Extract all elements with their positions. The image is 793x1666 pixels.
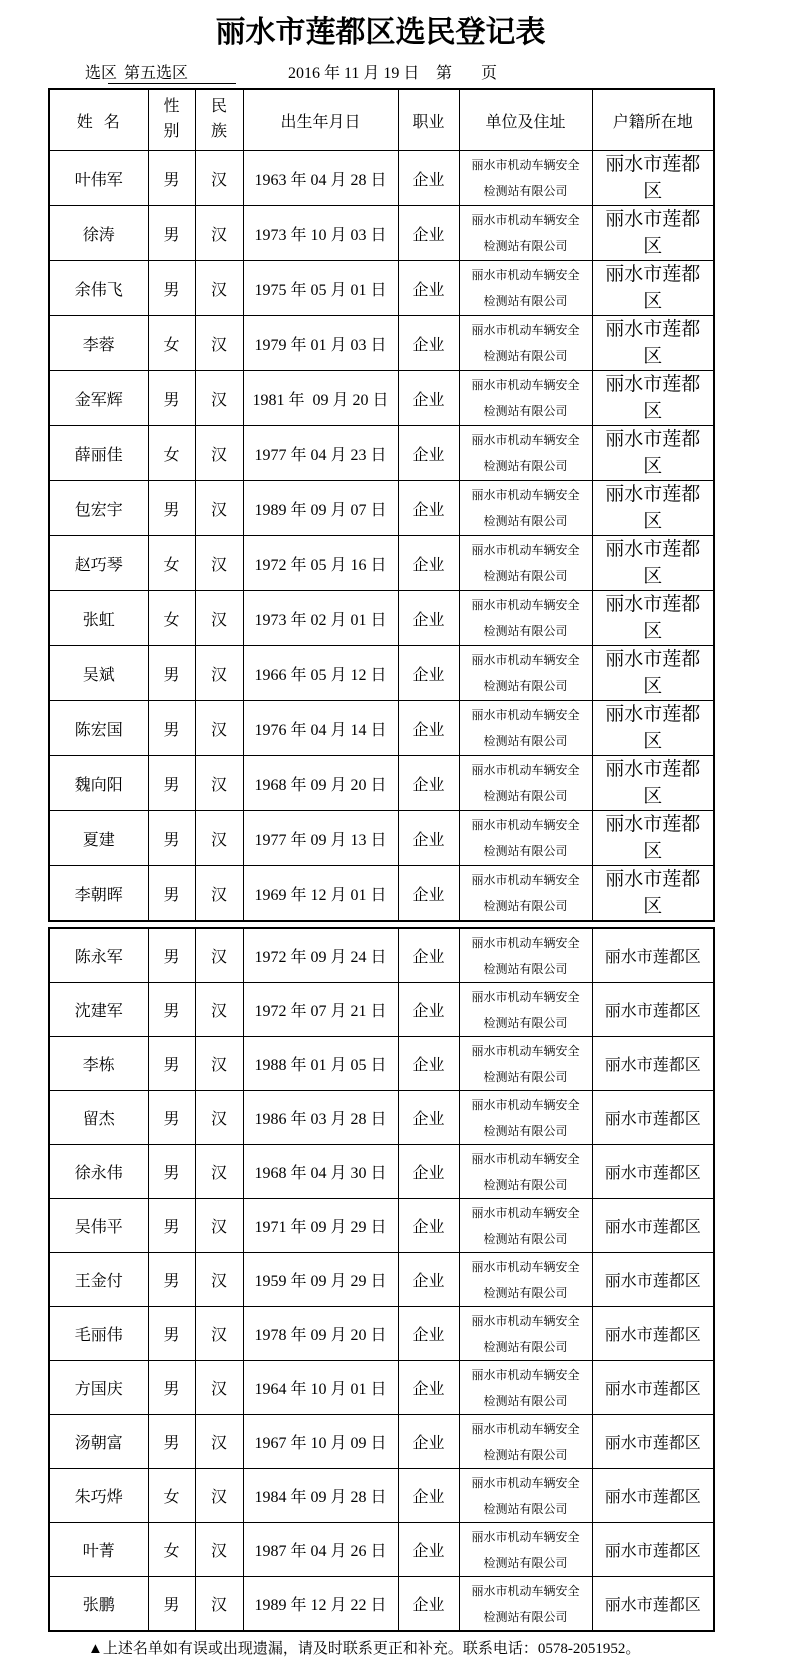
cell-ethnicity: 汉 [195, 1415, 243, 1469]
cell-name: 赵巧琴 [49, 536, 148, 591]
cell-occupation: 企业 [398, 591, 459, 646]
cell-workunit [459, 591, 592, 646]
residence-text: 丽水市莲都区 [605, 484, 701, 532]
cell-ethnicity: 汉 [195, 1253, 243, 1307]
cell-workunit [459, 646, 592, 701]
table-row [49, 1361, 714, 1415]
cell-workunit [459, 481, 592, 536]
cell-birthdate: 1988 年 01 月 05 日 [243, 1037, 398, 1091]
cell-ethnicity: 汉 [195, 1037, 243, 1091]
residence-text: 丽水市莲都区 [604, 1057, 701, 1074]
cell-workunit [459, 371, 592, 426]
cell-birthdate: 1964 年 10 月 01 日 [243, 1361, 398, 1415]
page-number-prefix: 第 [436, 65, 453, 82]
cell-residence [592, 206, 714, 261]
cell-name: 张鹏 [49, 1577, 148, 1632]
table-row [49, 591, 714, 646]
workunit-text: 丽水市机动车辆安全检测站有限公司 [471, 213, 580, 253]
workunit-text: 丽水市机动车辆安全检测站有限公司 [471, 488, 580, 528]
cell-gender: 男 [148, 1199, 195, 1253]
residence-text: 丽水市莲都区 [605, 814, 701, 862]
cell-gender: 男 [148, 701, 195, 756]
page-number-suffix: 页 [481, 65, 498, 82]
cell-name: 方国庆 [49, 1361, 148, 1415]
workunit-text: 丽水市机动车辆安全检测站有限公司 [471, 1583, 580, 1624]
workunit-text: 丽水市机动车辆安全检测站有限公司 [471, 598, 580, 638]
workunit-text: 丽水市机动车辆安全检测站有限公司 [471, 1421, 580, 1462]
cell-residence [592, 536, 714, 591]
cell-name: 夏建 [49, 811, 148, 866]
cell-gender: 男 [148, 1145, 195, 1199]
cell-workunit [459, 866, 592, 922]
cell-ethnicity: 汉 [195, 1577, 243, 1632]
cell-name: 金军辉 [49, 371, 148, 426]
cell-gender: 男 [148, 1415, 195, 1469]
cell-birthdate: 1978 年 09 月 20 日 [243, 1307, 398, 1361]
cell-ethnicity: 汉 [195, 261, 243, 316]
workunit-text: 丽水市机动车辆安全检测站有限公司 [471, 1367, 580, 1408]
cell-occupation: 企业 [398, 928, 459, 983]
workunit-text: 丽水市机动车辆安全检测站有限公司 [471, 158, 580, 198]
table-row [49, 1307, 714, 1361]
cell-gender: 女 [148, 426, 195, 481]
header-ethnicity-text: 民族 [210, 98, 227, 140]
cell-workunit [459, 1469, 592, 1523]
cell-gender: 男 [148, 646, 195, 701]
cell-workunit [459, 928, 592, 983]
cell-residence [592, 316, 714, 371]
cell-residence [592, 591, 714, 646]
table-row [49, 1577, 714, 1632]
table-row [49, 1091, 714, 1145]
cell-ethnicity: 汉 [195, 1361, 243, 1415]
cell-gender: 男 [148, 1577, 195, 1632]
cell-name: 王金付 [49, 1253, 148, 1307]
residence-text: 丽水市莲都区 [605, 319, 701, 367]
workunit-text: 丽水市机动车辆安全检测站有限公司 [471, 1205, 580, 1246]
workunit-text: 丽水市机动车辆安全检测站有限公司 [471, 543, 580, 583]
residence-text: 丽水市莲都区 [604, 1219, 701, 1236]
header-ethnicity [195, 89, 243, 151]
table-row [49, 701, 714, 756]
document-date: 2016 年 11 月 19 日 [288, 65, 420, 82]
cell-ethnicity: 汉 [195, 481, 243, 536]
cell-ethnicity: 汉 [195, 646, 243, 701]
table-row [49, 1199, 714, 1253]
table-row [49, 1415, 714, 1469]
cell-workunit [459, 1415, 592, 1469]
page-title: 丽水市莲都区选民登记表 [215, 16, 546, 49]
residence-text: 丽水市莲都区 [604, 1543, 701, 1560]
cell-birthdate: 1959 年 09 月 29 日 [243, 1253, 398, 1307]
cell-residence [592, 866, 714, 922]
table-row [49, 481, 714, 536]
cell-occupation: 企业 [398, 261, 459, 316]
cell-birthdate: 1972 年 07 月 21 日 [243, 983, 398, 1037]
cell-residence [592, 481, 714, 536]
cell-name: 余伟飞 [49, 261, 148, 316]
cell-occupation: 企业 [398, 983, 459, 1037]
table-row [49, 151, 714, 206]
residence-text: 丽水市莲都区 [604, 1273, 701, 1290]
district-label: 选区 [85, 65, 118, 82]
cell-ethnicity: 汉 [195, 866, 243, 922]
header-workunit: 单位及住址 [459, 89, 592, 151]
workunit-text: 丽水市机动车辆安全检测站有限公司 [471, 433, 580, 473]
cell-birthdate: 1968 年 09 月 20 日 [243, 756, 398, 811]
cell-workunit [459, 1253, 592, 1307]
cell-residence [592, 371, 714, 426]
workunit-text: 丽水市机动车辆安全检测站有限公司 [471, 1151, 580, 1192]
cell-workunit [459, 316, 592, 371]
residence-text: 丽水市莲都区 [604, 1435, 701, 1452]
table-row [49, 1145, 714, 1199]
cell-ethnicity: 汉 [195, 701, 243, 756]
residence-text: 丽水市莲都区 [604, 1327, 701, 1344]
cell-gender: 男 [148, 1091, 195, 1145]
cell-occupation: 企业 [398, 1307, 459, 1361]
cell-ethnicity: 汉 [195, 1523, 243, 1577]
table-row [49, 536, 714, 591]
cell-name: 陈永军 [49, 928, 148, 983]
cell-name: 徐永伟 [49, 1145, 148, 1199]
cell-ethnicity: 汉 [195, 536, 243, 591]
header-birthdate: 出生年月日 [243, 89, 398, 151]
cell-occupation: 企业 [398, 151, 459, 206]
cell-birthdate: 1979 年 01 月 03 日 [243, 316, 398, 371]
cell-ethnicity: 汉 [195, 591, 243, 646]
cell-name: 留杰 [49, 1091, 148, 1145]
cell-workunit [459, 983, 592, 1037]
cell-birthdate: 1972 年 05 月 16 日 [243, 536, 398, 591]
cell-occupation: 企业 [398, 646, 459, 701]
cell-ethnicity: 汉 [195, 371, 243, 426]
cell-ethnicity: 汉 [195, 151, 243, 206]
cell-residence [592, 151, 714, 206]
cell-gender: 男 [148, 1361, 195, 1415]
table-row [49, 1253, 714, 1307]
cell-birthdate: 1967 年 10 月 09 日 [243, 1415, 398, 1469]
cell-residence [592, 261, 714, 316]
table-row [49, 983, 714, 1037]
cell-occupation: 企业 [398, 866, 459, 922]
voter-registration-document [0, 14, 793, 1659]
workunit-text: 丽水市机动车辆安全检测站有限公司 [471, 989, 580, 1030]
workunit-text: 丽水市机动车辆安全检测站有限公司 [471, 1043, 580, 1084]
cell-occupation: 企业 [398, 481, 459, 536]
cell-gender: 男 [148, 151, 195, 206]
cell-occupation: 企业 [398, 1415, 459, 1469]
cell-gender: 男 [148, 811, 195, 866]
cell-occupation: 企业 [398, 701, 459, 756]
cell-occupation: 企业 [398, 1469, 459, 1523]
cell-ethnicity: 汉 [195, 1091, 243, 1145]
cell-residence [592, 1361, 714, 1415]
residence-text: 丽水市莲都区 [605, 704, 701, 752]
table-row [49, 928, 714, 983]
cell-name: 薛丽佳 [49, 426, 148, 481]
cell-gender: 女 [148, 1469, 195, 1523]
voter-table-section-1 [48, 88, 715, 922]
cell-residence [592, 1253, 714, 1307]
cell-birthdate: 1973 年 02 月 01 日 [243, 591, 398, 646]
residence-text: 丽水市莲都区 [605, 594, 701, 642]
cell-ethnicity: 汉 [195, 1307, 243, 1361]
table-row [49, 206, 714, 261]
table-body-section-2 [49, 928, 714, 1631]
cell-workunit [459, 1145, 592, 1199]
workunit-text: 丽水市机动车辆安全检测站有限公司 [471, 653, 580, 693]
workunit-text: 丽水市机动车辆安全检测站有限公司 [471, 763, 580, 803]
cell-residence [592, 1199, 714, 1253]
cell-gender: 男 [148, 866, 195, 922]
cell-gender: 男 [148, 1307, 195, 1361]
table-row [49, 426, 714, 481]
cell-occupation: 企业 [398, 1199, 459, 1253]
cell-occupation: 企业 [398, 426, 459, 481]
table-row [49, 1523, 714, 1577]
cell-gender: 男 [148, 261, 195, 316]
residence-text: 丽水市莲都区 [604, 1165, 701, 1182]
cell-name: 包宏宇 [49, 481, 148, 536]
cell-residence [592, 1037, 714, 1091]
residence-text: 丽水市莲都区 [605, 209, 701, 257]
cell-workunit [459, 1523, 592, 1577]
cell-name: 毛丽伟 [49, 1307, 148, 1361]
table-row [49, 646, 714, 701]
workunit-text: 丽水市机动车辆安全检测站有限公司 [471, 708, 580, 748]
cell-residence [592, 1469, 714, 1523]
cell-birthdate: 1973 年 10 月 03 日 [243, 206, 398, 261]
table-row [49, 371, 714, 426]
cell-birthdate: 1987 年 04 月 26 日 [243, 1523, 398, 1577]
residence-text: 丽水市莲都区 [604, 949, 701, 966]
cell-occupation: 企业 [398, 536, 459, 591]
cell-birthdate: 1977 年 09 月 13 日 [243, 811, 398, 866]
cell-residence [592, 811, 714, 866]
cell-birthdate: 1977 年 04 月 23 日 [243, 426, 398, 481]
workunit-text: 丽水市机动车辆安全检测站有限公司 [471, 1529, 580, 1570]
cell-ethnicity: 汉 [195, 983, 243, 1037]
cell-residence [592, 1523, 714, 1577]
cell-occupation: 企业 [398, 371, 459, 426]
cell-name: 李栋 [49, 1037, 148, 1091]
cell-name: 张虹 [49, 591, 148, 646]
residence-text: 丽水市莲都区 [605, 759, 701, 807]
cell-name: 魏向阳 [49, 756, 148, 811]
cell-workunit [459, 1577, 592, 1632]
cell-ethnicity: 汉 [195, 1145, 243, 1199]
header-residence: 户籍所在地 [592, 89, 714, 151]
cell-ethnicity: 汉 [195, 426, 243, 481]
cell-gender: 男 [148, 206, 195, 261]
district-value-field: 第五选区 [108, 60, 236, 84]
cell-occupation: 企业 [398, 316, 459, 371]
cell-ethnicity: 汉 [195, 1199, 243, 1253]
table-row [49, 261, 714, 316]
residence-text: 丽水市莲都区 [604, 1489, 701, 1506]
table-row [49, 866, 714, 922]
residence-text: 丽水市莲都区 [605, 539, 701, 587]
cell-gender: 男 [148, 1253, 195, 1307]
cell-name: 叶伟军 [49, 151, 148, 206]
cell-residence [592, 1145, 714, 1199]
cell-residence [592, 701, 714, 756]
residence-text: 丽水市莲都区 [605, 869, 701, 917]
cell-occupation: 企业 [398, 1091, 459, 1145]
cell-gender: 男 [148, 756, 195, 811]
cell-workunit [459, 206, 592, 261]
residence-text: 丽水市莲都区 [604, 1111, 701, 1128]
residence-text: 丽水市莲都区 [604, 1381, 701, 1398]
cell-residence [592, 1577, 714, 1632]
header-gender [148, 89, 195, 151]
cell-occupation: 企业 [398, 811, 459, 866]
cell-residence [592, 1091, 714, 1145]
cell-birthdate: 1963 年 04 月 28 日 [243, 151, 398, 206]
cell-workunit [459, 151, 592, 206]
header-row [49, 89, 714, 151]
cell-ethnicity: 汉 [195, 756, 243, 811]
workunit-text: 丽水市机动车辆安全检测站有限公司 [471, 1259, 580, 1300]
workunit-text: 丽水市机动车辆安全检测站有限公司 [471, 1475, 580, 1516]
cell-ethnicity: 汉 [195, 928, 243, 983]
residence-text: 丽水市莲都区 [605, 374, 701, 422]
cell-residence [592, 1415, 714, 1469]
cell-name: 吴伟平 [49, 1199, 148, 1253]
cell-ethnicity: 汉 [195, 811, 243, 866]
cell-workunit [459, 811, 592, 866]
cell-occupation: 企业 [398, 1577, 459, 1632]
workunit-text: 丽水市机动车辆安全检测站有限公司 [471, 873, 580, 913]
table-row [49, 1037, 714, 1091]
cell-birthdate: 1989 年 09 月 07 日 [243, 481, 398, 536]
residence-text: 丽水市莲都区 [605, 649, 701, 697]
cell-residence [592, 426, 714, 481]
residence-text: 丽水市莲都区 [604, 1597, 701, 1614]
cell-birthdate: 1975 年 05 月 01 日 [243, 261, 398, 316]
residence-text: 丽水市莲都区 [605, 429, 701, 477]
cell-residence [592, 928, 714, 983]
table-row [49, 316, 714, 371]
workunit-text: 丽水市机动车辆安全检测站有限公司 [471, 1313, 580, 1354]
cell-occupation: 企业 [398, 1523, 459, 1577]
workunit-text: 丽水市机动车辆安全检测站有限公司 [471, 268, 580, 308]
cell-occupation: 企业 [398, 1037, 459, 1091]
cell-occupation: 企业 [398, 756, 459, 811]
cell-occupation: 企业 [398, 1361, 459, 1415]
cell-residence [592, 756, 714, 811]
voter-table-section-2 [48, 927, 715, 1632]
document-meta-line [0, 58, 793, 84]
cell-workunit [459, 426, 592, 481]
cell-occupation: 企业 [398, 206, 459, 261]
cell-name: 朱巧烨 [49, 1469, 148, 1523]
cell-name: 陈宏国 [49, 701, 148, 756]
cell-residence [592, 983, 714, 1037]
cell-birthdate: 1971 年 09 月 29 日 [243, 1199, 398, 1253]
cell-workunit [459, 701, 592, 756]
cell-name: 徐涛 [49, 206, 148, 261]
cell-name: 李蓉 [49, 316, 148, 371]
cell-birthdate: 1986 年 03 月 28 日 [243, 1091, 398, 1145]
cell-name: 李朝晖 [49, 866, 148, 922]
cell-occupation: 企业 [398, 1253, 459, 1307]
residence-text: 丽水市莲都区 [605, 264, 701, 312]
cell-workunit [459, 1199, 592, 1253]
table-row [49, 1469, 714, 1523]
cell-gender: 女 [148, 1523, 195, 1577]
cell-workunit [459, 1037, 592, 1091]
header-occupation: 职业 [398, 89, 459, 151]
residence-text: 丽水市莲都区 [605, 154, 701, 202]
table-row [49, 756, 714, 811]
cell-occupation: 企业 [398, 1145, 459, 1199]
cell-workunit [459, 536, 592, 591]
cell-gender: 男 [148, 1037, 195, 1091]
cell-gender: 女 [148, 316, 195, 371]
table-body-section-1 [49, 151, 714, 922]
cell-workunit [459, 756, 592, 811]
cell-workunit [459, 1091, 592, 1145]
cell-birthdate: 1969 年 12 月 01 日 [243, 866, 398, 922]
cell-gender: 男 [148, 371, 195, 426]
correction-contact-note: ▲上述名单如有误或出现遗漏，请及时联系更正和补充。联系电话：0578-2051952。 [88, 1641, 641, 1657]
cell-name: 沈建军 [49, 983, 148, 1037]
cell-residence [592, 1307, 714, 1361]
cell-ethnicity: 汉 [195, 206, 243, 261]
cell-workunit [459, 1361, 592, 1415]
workunit-text: 丽水市机动车辆安全检测站有限公司 [471, 818, 580, 858]
cell-ethnicity: 汉 [195, 316, 243, 371]
workunit-text: 丽水市机动车辆安全检测站有限公司 [471, 935, 580, 976]
cell-workunit [459, 261, 592, 316]
header-gender-text: 性别 [163, 98, 180, 140]
cell-ethnicity: 汉 [195, 1469, 243, 1523]
cell-gender: 女 [148, 591, 195, 646]
cell-birthdate: 1989 年 12 月 22 日 [243, 1577, 398, 1632]
cell-workunit [459, 1307, 592, 1361]
cell-name: 汤朝富 [49, 1415, 148, 1469]
cell-gender: 男 [148, 983, 195, 1037]
residence-text: 丽水市莲都区 [604, 1003, 701, 1020]
cell-name: 吴斌 [49, 646, 148, 701]
workunit-text: 丽水市机动车辆安全检测站有限公司 [471, 323, 580, 363]
cell-birthdate: 1972 年 09 月 24 日 [243, 928, 398, 983]
workunit-text: 丽水市机动车辆安全检测站有限公司 [471, 1097, 580, 1138]
cell-residence [592, 646, 714, 701]
cell-gender: 男 [148, 481, 195, 536]
cell-birthdate: 1976 年 04 月 14 日 [243, 701, 398, 756]
cell-birthdate: 1981 年 09 月 20 日 [243, 371, 398, 426]
cell-birthdate: 1966 年 05 月 12 日 [243, 646, 398, 701]
cell-gender: 男 [148, 928, 195, 983]
cell-name: 叶菁 [49, 1523, 148, 1577]
header-name: 姓 名 [49, 89, 148, 151]
table-row [49, 811, 714, 866]
cell-gender: 女 [148, 536, 195, 591]
cell-birthdate: 1968 年 04 月 30 日 [243, 1145, 398, 1199]
workunit-text: 丽水市机动车辆安全检测站有限公司 [471, 378, 580, 418]
cell-birthdate: 1984 年 09 月 28 日 [243, 1469, 398, 1523]
